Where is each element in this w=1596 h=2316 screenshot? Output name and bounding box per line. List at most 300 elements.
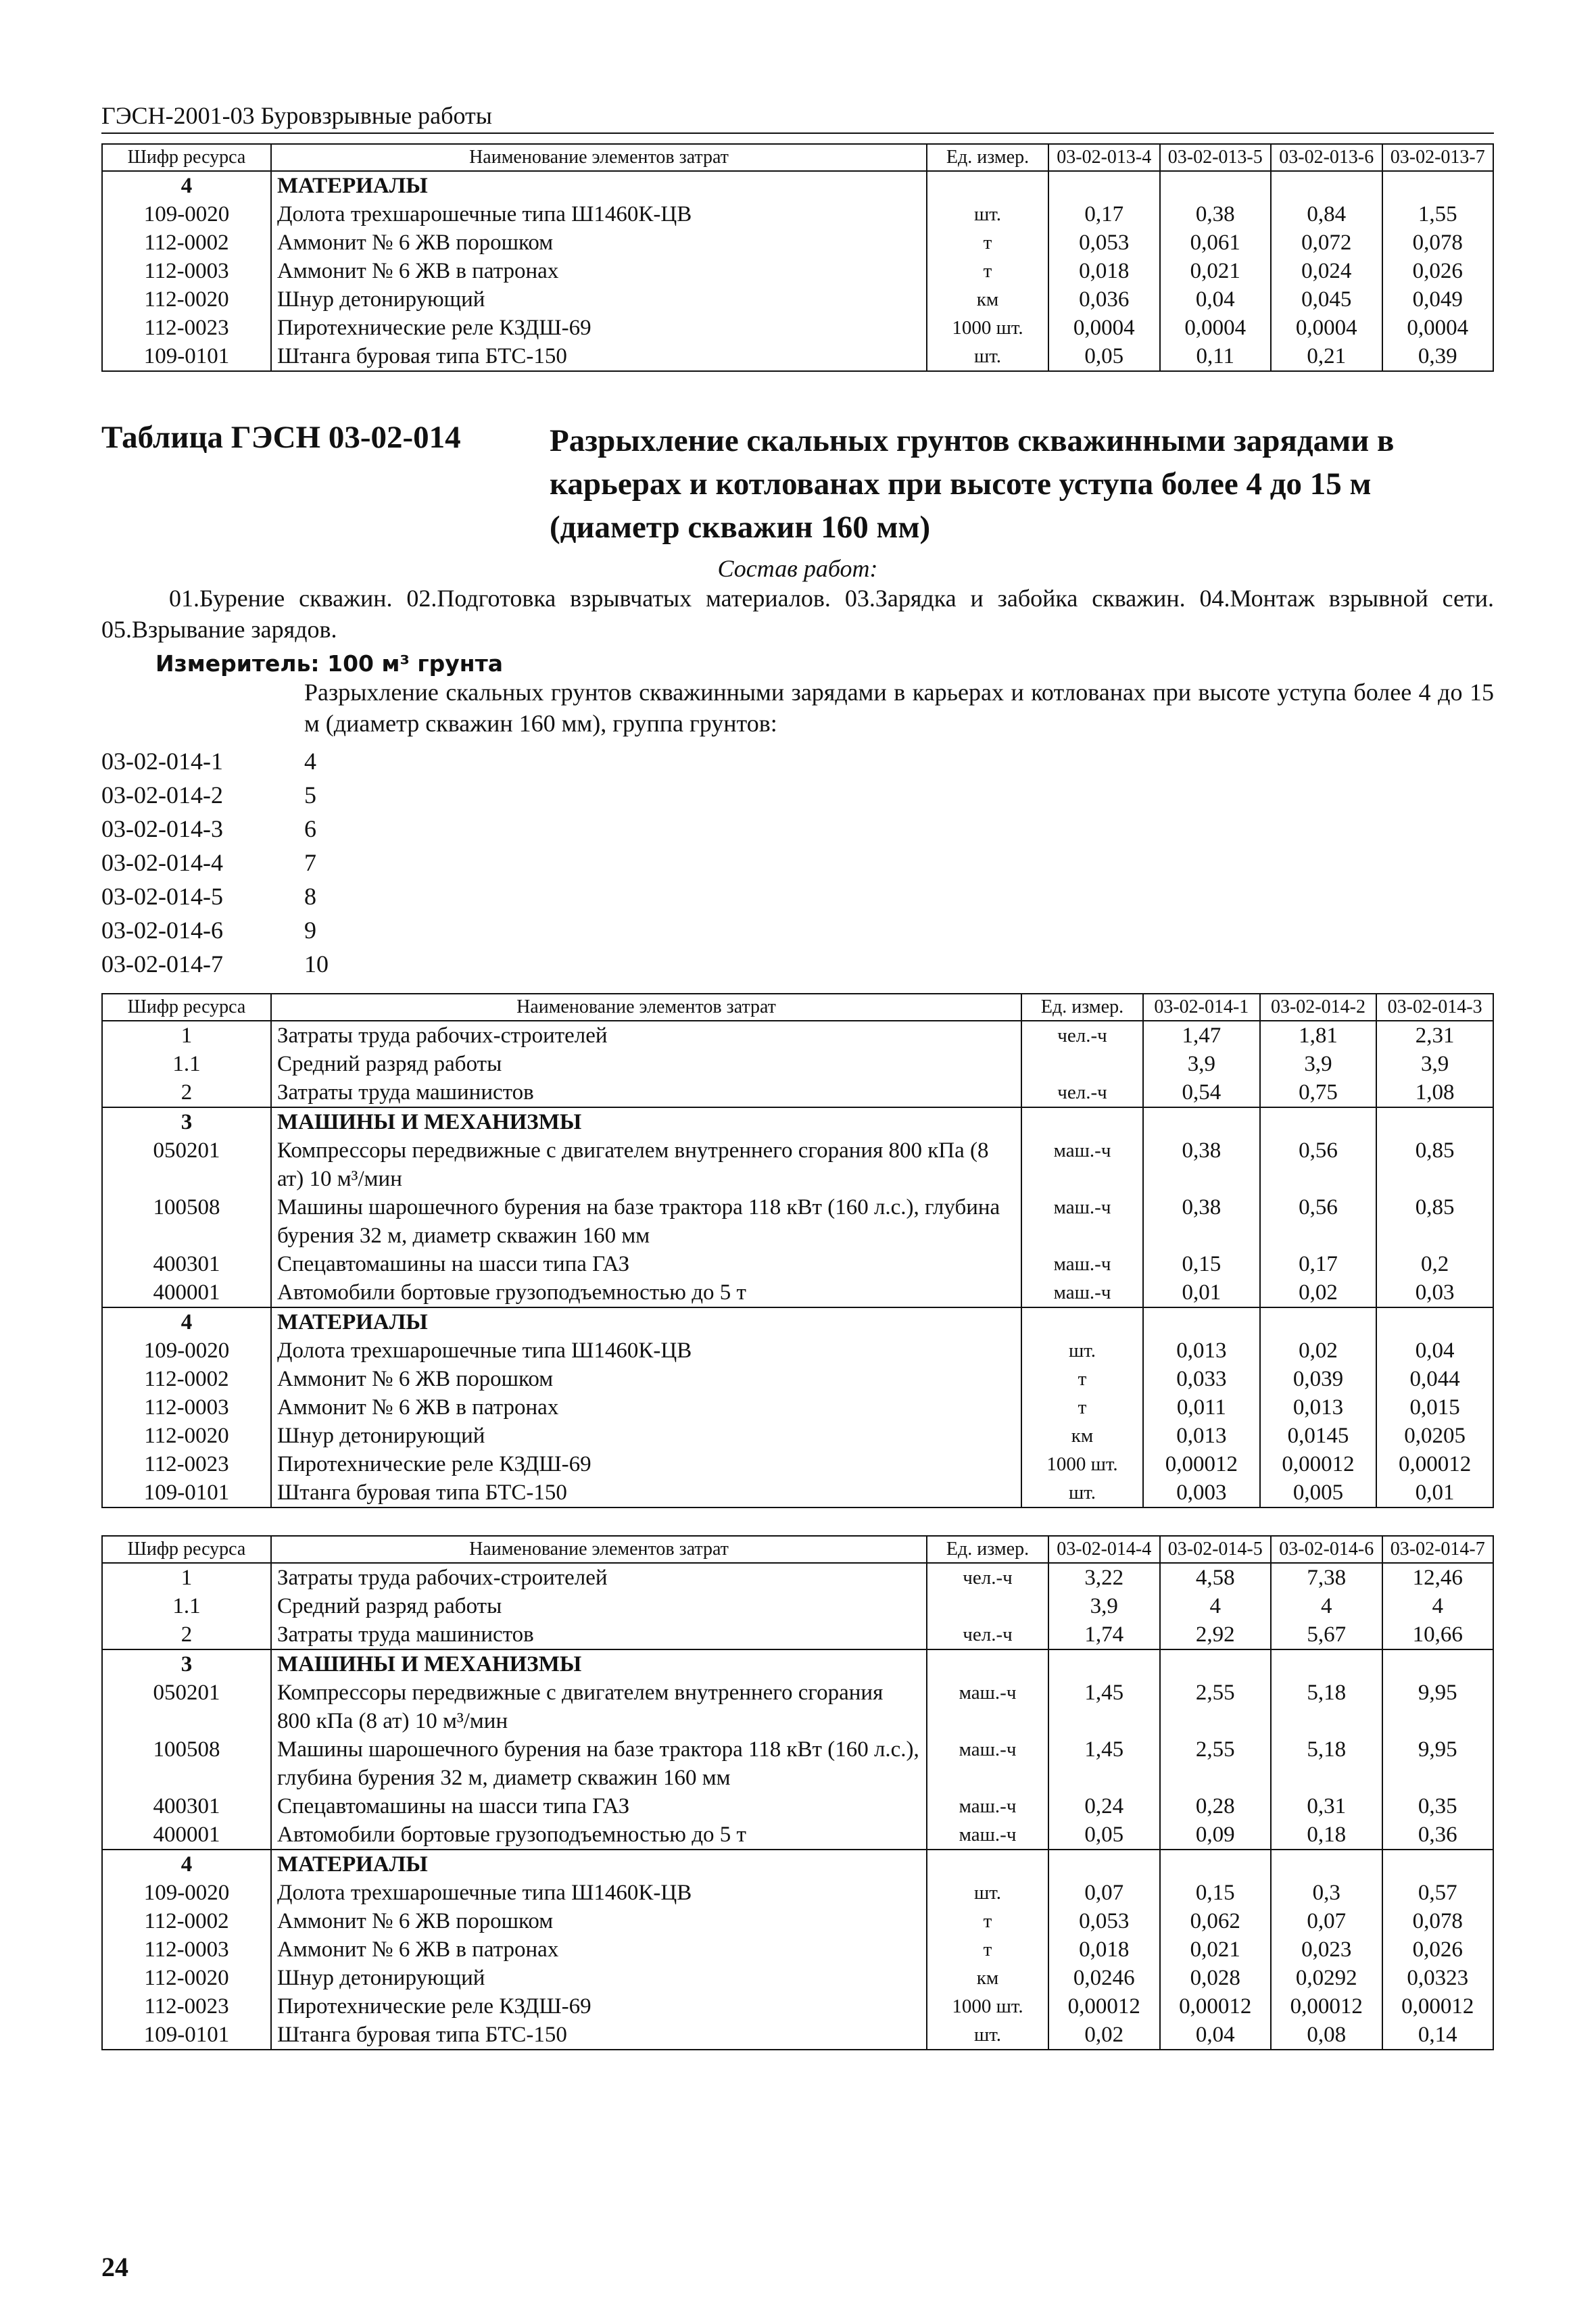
norm-value: 0,013 xyxy=(1260,1393,1377,1422)
resource-code: 050201 xyxy=(102,1679,271,1735)
norm-value: 5,18 xyxy=(1271,1679,1382,1735)
resource-name: Спецавтомашины на шасси типа ГАЗ xyxy=(271,1792,927,1820)
resource-unit xyxy=(1021,1107,1143,1136)
resource-code: 112-0002 xyxy=(102,228,271,257)
norm-value: 0,84 xyxy=(1271,200,1382,228)
resource-name: МАШИНЫ И МЕХАНИЗМЫ xyxy=(271,1649,927,1679)
header-name: Наименование элементов затрат xyxy=(271,144,927,171)
norm-value: 0,053 xyxy=(1048,228,1160,257)
norm-value: 4,58 xyxy=(1160,1563,1272,1592)
resource-unit: маш.-ч xyxy=(927,1820,1048,1850)
resource-code: 3 xyxy=(102,1107,271,1136)
norm-value xyxy=(1382,171,1494,200)
table-row xyxy=(102,342,1493,371)
resource-unit xyxy=(927,171,1048,200)
resource-table-014-b xyxy=(101,1535,1494,2050)
resource-name: Аммонит № 6 ЖВ порошком xyxy=(271,1365,1021,1393)
table-row xyxy=(102,1050,1493,1078)
resource-name: Пиротехнические реле КЗДШ-69 xyxy=(271,1992,927,2021)
resource-name: Средний разряд работы xyxy=(271,1592,927,1620)
resource-unit: маш.-ч xyxy=(927,1792,1048,1820)
table-row xyxy=(102,1592,1493,1620)
resource-unit: шт. xyxy=(1021,1478,1143,1507)
resource-unit: т xyxy=(927,257,1048,285)
norm-value xyxy=(1048,1850,1160,1879)
page-number: 24 xyxy=(101,2252,128,2282)
norm-value xyxy=(1271,1850,1382,1879)
header-code: Шифр ресурса xyxy=(102,994,271,1021)
norm-value xyxy=(1143,1107,1260,1136)
table-title xyxy=(101,419,1494,549)
norm-value: 0,05 xyxy=(1048,342,1160,371)
norm-value: 0,01 xyxy=(1376,1478,1493,1507)
norm-value: 0,00012 xyxy=(1260,1450,1377,1478)
norm-value: 0,00012 xyxy=(1382,1992,1494,2021)
norm-value: 5,67 xyxy=(1271,1620,1382,1649)
table-row xyxy=(102,1879,1493,1907)
norm-value: 3,9 xyxy=(1376,1050,1493,1078)
norm-value: 1,08 xyxy=(1376,1078,1493,1107)
norm-value: 0,005 xyxy=(1260,1478,1377,1507)
resource-unit: т xyxy=(927,1935,1048,1964)
norm-value: 0,011 xyxy=(1143,1393,1260,1422)
norm-value: 0,053 xyxy=(1048,1907,1160,1935)
variant-code: 03-02-014-7 xyxy=(101,950,223,978)
norm-value: 0,18 xyxy=(1271,1820,1382,1850)
resource-name: Затраты труда машинистов xyxy=(271,1078,1021,1107)
norm-value: 0,0004 xyxy=(1160,314,1272,342)
resource-code: 4 xyxy=(102,1307,271,1336)
resource-name: Аммонит № 6 ЖВ в патронах xyxy=(271,1935,927,1964)
table-row xyxy=(102,1735,1493,1792)
resource-name: Автомобили бортовые грузоподъемностью до 5 т xyxy=(271,1278,1021,1307)
norm-value: 1,47 xyxy=(1143,1021,1260,1050)
norm-value: 10,66 xyxy=(1382,1620,1494,1649)
resource-code: 109-0020 xyxy=(102,200,271,228)
header-unit: Ед. измер. xyxy=(1021,994,1143,1021)
norm-value: 0,023 xyxy=(1271,1935,1382,1964)
norm-value xyxy=(1160,171,1272,200)
table-row xyxy=(102,1964,1493,1992)
norm-value: 0,045 xyxy=(1271,285,1382,314)
resource-unit: чел.-ч xyxy=(1021,1021,1143,1050)
resource-name: Пиротехнические реле КЗДШ-69 xyxy=(271,1450,1021,1478)
norm-value: 0,021 xyxy=(1160,1935,1272,1964)
norm-value: 0,56 xyxy=(1260,1136,1377,1193)
resource-unit: шт. xyxy=(927,1879,1048,1907)
norm-value: 0,3 xyxy=(1271,1879,1382,1907)
resource-code: 100508 xyxy=(102,1193,271,1250)
norm-value: 0,0246 xyxy=(1048,1964,1160,1992)
resource-unit: чел.-ч xyxy=(927,1620,1048,1649)
header-unit: Ед. измер. xyxy=(927,1536,1048,1563)
norm-value: 7,38 xyxy=(1271,1563,1382,1592)
variant-group: 4 xyxy=(304,748,316,775)
norm-value: 0,17 xyxy=(1048,200,1160,228)
variant-group: 6 xyxy=(304,815,316,842)
table-row xyxy=(102,1422,1493,1450)
resource-unit: 1000 шт. xyxy=(927,1992,1048,2021)
table-row xyxy=(102,1563,1493,1592)
norm-value: 0,00012 xyxy=(1376,1450,1493,1478)
norm-value xyxy=(1160,1850,1272,1879)
norm-value: 0,0004 xyxy=(1271,314,1382,342)
resource-table-014-a xyxy=(101,993,1494,1508)
norm-value xyxy=(1376,1107,1493,1136)
variant-group: 8 xyxy=(304,883,316,910)
resource-unit: шт. xyxy=(927,342,1048,371)
norm-value: 0,54 xyxy=(1143,1078,1260,1107)
table-row xyxy=(102,1935,1493,1964)
variant-row xyxy=(101,879,1494,913)
variant-code: 03-02-014-1 xyxy=(101,748,223,775)
variant-code: 03-02-014-6 xyxy=(101,917,223,944)
resource-code: 2 xyxy=(102,1620,271,1649)
resource-code: 112-0003 xyxy=(102,257,271,285)
resource-unit: маш.-ч xyxy=(1021,1136,1143,1193)
resource-name: Шнур детонирующий xyxy=(271,1422,1021,1450)
norm-value: 0,07 xyxy=(1271,1907,1382,1935)
resource-code: 109-0101 xyxy=(102,1478,271,1507)
resource-name: Затраты труда рабочих-строителей xyxy=(271,1021,1021,1050)
norm-value: 0,026 xyxy=(1382,1935,1494,1964)
variants-list xyxy=(101,744,1494,981)
norm-value: 0,14 xyxy=(1382,2021,1494,2050)
norm-value: 0,062 xyxy=(1160,1907,1272,1935)
resource-name: Средний разряд работы xyxy=(271,1050,1021,1078)
norm-value: 0,31 xyxy=(1271,1792,1382,1820)
table-row xyxy=(102,1193,1493,1250)
resource-unit: 1000 шт. xyxy=(927,314,1048,342)
norm-value: 2,55 xyxy=(1160,1679,1272,1735)
variant-code: 03-02-014-5 xyxy=(101,883,223,910)
resource-unit xyxy=(927,1649,1048,1679)
resource-name: Долота трехшарошечные типа Ш1460К-ЦВ xyxy=(271,1336,1021,1365)
resource-code: 1.1 xyxy=(102,1592,271,1620)
resource-name: МАТЕРИАЛЫ xyxy=(271,1850,927,1879)
section-row xyxy=(102,1649,1493,1679)
norm-value: 1,45 xyxy=(1048,1735,1160,1792)
resource-code: 112-0020 xyxy=(102,1422,271,1450)
resource-code: 3 xyxy=(102,1649,271,1679)
norm-value: 0,24 xyxy=(1048,1792,1160,1820)
variant-group: 10 xyxy=(304,950,329,978)
variant-code: 03-02-014-3 xyxy=(101,815,223,842)
header-norm-code: 03-02-014-4 xyxy=(1048,1536,1160,1563)
table-row xyxy=(102,1393,1493,1422)
header-norm-code: 03-02-014-3 xyxy=(1376,994,1493,1021)
resource-name: МАТЕРИАЛЫ xyxy=(271,1307,1021,1336)
resource-name: Автомобили бортовые грузоподъемностью до 5 т xyxy=(271,1820,927,1850)
norm-value xyxy=(1271,171,1382,200)
resource-name: Затраты труда машинистов xyxy=(271,1620,927,1649)
resource-name: Аммонит № 6 ЖВ в патронах xyxy=(271,257,927,285)
resource-code: 4 xyxy=(102,171,271,200)
norm-value: 0,39 xyxy=(1382,342,1494,371)
norm-value: 0,85 xyxy=(1376,1193,1493,1250)
resource-name: МАТЕРИАЛЫ xyxy=(271,171,927,200)
norm-value: 0,0004 xyxy=(1382,314,1494,342)
resource-name: Штанга буровая типа БТС-150 xyxy=(271,342,927,371)
norm-value: 0,00012 xyxy=(1271,1992,1382,2021)
table-row xyxy=(102,1478,1493,1507)
resource-unit: маш.-ч xyxy=(1021,1250,1143,1278)
norm-value: 0,049 xyxy=(1382,285,1494,314)
norm-value xyxy=(1048,171,1160,200)
resource-name: МАШИНЫ И МЕХАНИЗМЫ xyxy=(271,1107,1021,1136)
section-row xyxy=(102,1107,1493,1136)
norm-value: 0,0004 xyxy=(1048,314,1160,342)
norm-value: 0,021 xyxy=(1160,257,1272,285)
resource-table-013 xyxy=(101,143,1494,372)
norm-value xyxy=(1271,1649,1382,1679)
norm-value: 0,28 xyxy=(1160,1792,1272,1820)
norm-value: 0,35 xyxy=(1382,1792,1494,1820)
norm-value: 0,013 xyxy=(1143,1422,1260,1450)
header-norm-code: 03-02-014-2 xyxy=(1260,994,1377,1021)
norm-value: 1,74 xyxy=(1048,1620,1160,1649)
resource-unit: т xyxy=(1021,1393,1143,1422)
norm-value: 0,00012 xyxy=(1143,1450,1260,1478)
norm-value: 0,05 xyxy=(1048,1820,1160,1850)
norm-value xyxy=(1260,1307,1377,1336)
table-title-text: Разрыхление скальных грунтов скважинными зарядами в карьерах и котлованах при высоте уступа более 4 до 15 м (диаметр скважин 160 мм) xyxy=(550,423,1395,545)
norm-value: 0,013 xyxy=(1143,1336,1260,1365)
variant-group: 7 xyxy=(304,849,316,876)
norm-value: 1,55 xyxy=(1382,200,1494,228)
resource-code: 109-0020 xyxy=(102,1336,271,1365)
norm-value: 0,02 xyxy=(1260,1336,1377,1365)
norm-value xyxy=(1382,1649,1494,1679)
norm-value: 0,015 xyxy=(1376,1393,1493,1422)
header-norm-code: 03-02-014-1 xyxy=(1143,994,1260,1021)
resource-name: Компрессоры передвижные с двигателем внутреннего сгорания 800 кПа (8 ат) 10 м³/мин xyxy=(271,1679,927,1735)
norm-value: 0,85 xyxy=(1376,1136,1493,1193)
table-header-row xyxy=(102,994,1493,1021)
table-row xyxy=(102,1820,1493,1850)
resource-code: 112-0002 xyxy=(102,1365,271,1393)
variant-group: 9 xyxy=(304,917,316,944)
norm-value: 2,31 xyxy=(1376,1021,1493,1050)
norm-value: 3,9 xyxy=(1048,1592,1160,1620)
norm-value: 9,95 xyxy=(1382,1679,1494,1735)
resource-code: 400001 xyxy=(102,1278,271,1307)
resource-unit xyxy=(1021,1050,1143,1078)
norm-value: 0,04 xyxy=(1160,2021,1272,2050)
norm-value: 0,38 xyxy=(1143,1193,1260,1250)
norm-value: 0,0323 xyxy=(1382,1964,1494,1992)
variant-code: 03-02-014-4 xyxy=(101,849,223,876)
resource-name: Затраты труда рабочих-строителей xyxy=(271,1563,927,1592)
norm-value: 1,45 xyxy=(1048,1679,1160,1735)
resource-code: 112-0020 xyxy=(102,285,271,314)
norm-value: 0,078 xyxy=(1382,228,1494,257)
resource-unit: шт. xyxy=(927,200,1048,228)
resource-code: 112-0002 xyxy=(102,1907,271,1935)
table-row xyxy=(102,1278,1493,1307)
resource-unit: т xyxy=(1021,1365,1143,1393)
section-row xyxy=(102,171,1493,200)
resource-unit xyxy=(927,1850,1048,1879)
resource-name: Машины шарошечного бурения на базе трактора 118 кВт (160 л.с.), глубина бурения 32 м, диаметр скважин 160 мм xyxy=(271,1735,927,1792)
norm-value: 0,0205 xyxy=(1376,1422,1493,1450)
norm-value: 0,00012 xyxy=(1048,1992,1160,2021)
table-title-label: Таблица ГЭСН 03-02-014 xyxy=(101,420,461,455)
header-norm-code: 03-02-014-6 xyxy=(1271,1536,1382,1563)
variant-row xyxy=(101,913,1494,947)
norm-value: 0,11 xyxy=(1160,342,1272,371)
norm-value: 0,036 xyxy=(1048,285,1160,314)
resource-unit: шт. xyxy=(1021,1336,1143,1365)
header-norm-code: 03-02-013-4 xyxy=(1048,144,1160,171)
running-header: ГЭСН-2001-03 Буровзрывные работы xyxy=(101,101,1494,134)
table-row xyxy=(102,1021,1493,1050)
norm-value: 0,01 xyxy=(1143,1278,1260,1307)
norm-value: 0,36 xyxy=(1382,1820,1494,1850)
norm-value: 0,08 xyxy=(1271,2021,1382,2050)
norm-value: 0,07 xyxy=(1048,1879,1160,1907)
resource-code: 112-0023 xyxy=(102,314,271,342)
norm-value: 0,039 xyxy=(1260,1365,1377,1393)
header-unit: Ед. измер. xyxy=(927,144,1048,171)
resource-code: 112-0023 xyxy=(102,1450,271,1478)
norm-value: 0,026 xyxy=(1382,257,1494,285)
resource-code: 109-0101 xyxy=(102,342,271,371)
norm-value: 0,21 xyxy=(1271,342,1382,371)
resource-code: 112-0003 xyxy=(102,1935,271,1964)
resource-code: 1 xyxy=(102,1021,271,1050)
resource-unit: чел.-ч xyxy=(1021,1078,1143,1107)
section-row xyxy=(102,1307,1493,1336)
norm-value: 0,018 xyxy=(1048,1935,1160,1964)
table-header-row xyxy=(102,144,1493,171)
resource-code: 050201 xyxy=(102,1136,271,1193)
resource-unit xyxy=(927,1592,1048,1620)
norm-value: 0,044 xyxy=(1376,1365,1493,1393)
table-row xyxy=(102,2021,1493,2050)
resource-unit xyxy=(1021,1307,1143,1336)
header-norm-code: 03-02-014-5 xyxy=(1160,1536,1272,1563)
resource-name: Штанга буровая типа БТС-150 xyxy=(271,1478,1021,1507)
resource-code: 112-0020 xyxy=(102,1964,271,1992)
table-row xyxy=(102,1365,1493,1393)
norm-value: 0,03 xyxy=(1376,1278,1493,1307)
header-name: Наименование элементов затрат xyxy=(271,1536,927,1563)
resource-code: 400001 xyxy=(102,1820,271,1850)
resource-code: 109-0020 xyxy=(102,1879,271,1907)
table-row xyxy=(102,1992,1493,2021)
table-row xyxy=(102,314,1493,342)
norm-value: 0,018 xyxy=(1048,257,1160,285)
norm-value: 3,22 xyxy=(1048,1563,1160,1592)
resource-code: 109-0101 xyxy=(102,2021,271,2050)
table-header-row xyxy=(102,1536,1493,1563)
resource-name: Машины шарошечного бурения на базе трактора 118 кВт (160 л.с.), глубина бурения 32 м, диаметр скважин 160 мм xyxy=(271,1193,1021,1250)
norm-value: 0,09 xyxy=(1160,1820,1272,1850)
table-row xyxy=(102,1250,1493,1278)
table-row xyxy=(102,1450,1493,1478)
resource-unit: маш.-ч xyxy=(927,1679,1048,1735)
resource-name: Долота трехшарошечные типа Ш1460К-ЦВ xyxy=(271,200,927,228)
norm-value: 0,02 xyxy=(1260,1278,1377,1307)
norm-value: 0,061 xyxy=(1160,228,1272,257)
resource-name: Спецавтомашины на шасси типа ГАЗ xyxy=(271,1250,1021,1278)
norm-value xyxy=(1260,1107,1377,1136)
resource-unit: т xyxy=(927,1907,1048,1935)
norm-value: 3,9 xyxy=(1143,1050,1260,1078)
norm-value: 0,75 xyxy=(1260,1078,1377,1107)
norm-value: 0,56 xyxy=(1260,1193,1377,1250)
resource-unit: км xyxy=(927,1964,1048,1992)
norm-value xyxy=(1382,1850,1494,1879)
variant-row xyxy=(101,947,1494,981)
resource-code: 400301 xyxy=(102,1250,271,1278)
header-norm-code: 03-02-013-7 xyxy=(1382,144,1494,171)
norm-value: 9,95 xyxy=(1382,1735,1494,1792)
table-row xyxy=(102,1907,1493,1935)
variant-group: 5 xyxy=(304,781,316,809)
norm-value: 0,028 xyxy=(1160,1964,1272,1992)
table-row xyxy=(102,1136,1493,1193)
resource-unit: маш.-ч xyxy=(1021,1193,1143,1250)
norm-value: 12,46 xyxy=(1382,1563,1494,1592)
norm-value: 4 xyxy=(1382,1592,1494,1620)
resource-name: Пиротехнические реле КЗДШ-69 xyxy=(271,314,927,342)
norm-value: 0,38 xyxy=(1143,1136,1260,1193)
variant-row xyxy=(101,744,1494,778)
document-page xyxy=(101,101,1494,2050)
table-row xyxy=(102,1336,1493,1365)
resource-code: 1.1 xyxy=(102,1050,271,1078)
norm-value: 0,033 xyxy=(1143,1365,1260,1393)
norm-value xyxy=(1376,1307,1493,1336)
variant-row xyxy=(101,778,1494,812)
resource-name: Аммонит № 6 ЖВ в патронах xyxy=(271,1393,1021,1422)
resource-name: Компрессоры передвижные с двигателем внутреннего сгорания 800 кПа (8 ат) 10 м³/мин xyxy=(271,1136,1021,1193)
table-row xyxy=(102,257,1493,285)
norm-value: 0,02 xyxy=(1048,2021,1160,2050)
resource-code: 112-0023 xyxy=(102,1992,271,2021)
header-norm-code: 03-02-013-5 xyxy=(1160,144,1272,171)
norm-value: 4 xyxy=(1160,1592,1272,1620)
table-row xyxy=(102,1078,1493,1107)
measure-unit: Измеритель: 100 м³ грунта xyxy=(155,650,503,677)
resource-unit: км xyxy=(927,285,1048,314)
table-row xyxy=(102,228,1493,257)
table-row xyxy=(102,1679,1493,1735)
norm-value: 3,9 xyxy=(1260,1050,1377,1078)
norm-value: 0,17 xyxy=(1260,1250,1377,1278)
norm-value xyxy=(1160,1649,1272,1679)
norm-value: 0,15 xyxy=(1160,1879,1272,1907)
resource-name: Шнур детонирующий xyxy=(271,285,927,314)
norm-value: 0,00012 xyxy=(1160,1992,1272,2021)
norm-value: 0,38 xyxy=(1160,200,1272,228)
resource-code: 400301 xyxy=(102,1792,271,1820)
variant-code: 03-02-014-2 xyxy=(101,781,223,809)
header-name: Наименование элементов затрат xyxy=(271,994,1021,1021)
works-label: Состав работ: xyxy=(717,555,878,582)
resource-unit: маш.-ч xyxy=(927,1735,1048,1792)
norm-value: 0,072 xyxy=(1271,228,1382,257)
header-code: Шифр ресурса xyxy=(102,144,271,171)
resource-unit: км xyxy=(1021,1422,1143,1450)
variants-description: Разрыхление скальных грунтов скважинными зарядами в карьерах и котлованах при высоте уступа более 4 до 15 м (диаметр скважин 160 мм), группа грунтов: xyxy=(304,679,1494,737)
resource-unit: 1000 шт. xyxy=(1021,1450,1143,1478)
resource-code: 1 xyxy=(102,1563,271,1592)
resource-unit: т xyxy=(927,228,1048,257)
norm-value: 2,55 xyxy=(1160,1735,1272,1792)
